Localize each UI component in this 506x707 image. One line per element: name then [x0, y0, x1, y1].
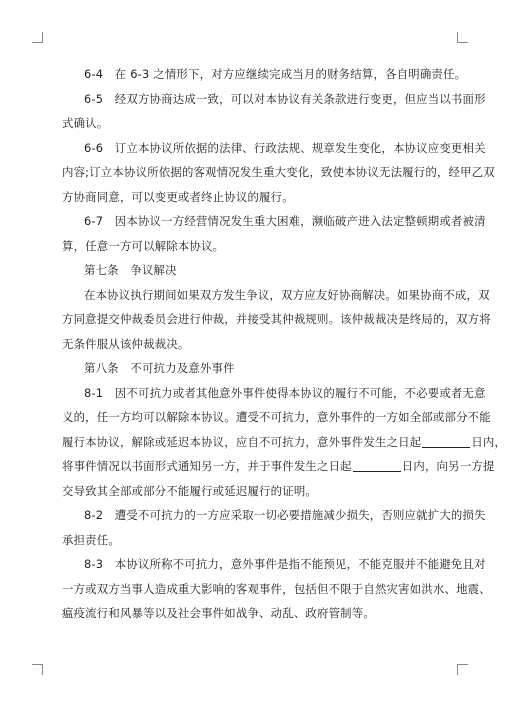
line-text: 式确认。 — [62, 116, 109, 130]
text-line — [62, 258, 442, 283]
crop-mark-top-right — [457, 32, 468, 43]
text-line — [62, 111, 442, 136]
line-text: 8-3 本协议所称不可抗力，意外事件是指不能预见，不能克服并不能避免且对 — [84, 557, 486, 571]
text-line — [62, 381, 486, 406]
line-text: 8-2 遭受不可抗力的一方应采取一切必要措施减少损失，否则应就扩大的损失 — [84, 508, 486, 522]
text-line — [62, 552, 486, 577]
line-text: 将事件情况以书面形式通知另一方，并于事件发生之日起 — [62, 459, 352, 473]
line-text: 方同意提交仲裁委员会进行仲裁，并接受其仲裁规则。该仲裁裁决是终局的，双方将 — [62, 312, 491, 326]
line-text: 内容;订立本协议所依据的客观情况发生重大变化，致使本协议无法履行的，经甲乙双 — [62, 165, 495, 179]
text-line — [62, 356, 442, 381]
line-text: 交导致其全部或部分不能履行或延迟履行的证明。 — [62, 483, 317, 498]
line-text: 6-6 订立本协议所依据的法律、行政法规、规章发生变化，本协议应变更相关 — [84, 140, 486, 155]
line-text: 6-4 在 6-3 之情形下，对方应继续完成当月的财务结算，各自明确责任。 — [84, 67, 467, 81]
text-line — [62, 307, 491, 332]
line-text: 方协商同意，可以变更或者终止协议的履行。 — [62, 189, 294, 204]
text-line — [62, 283, 490, 308]
line-text: 在本协议执行期间如果双方发生争议，双方应友好协商解决。如果协商不成，双 — [84, 287, 490, 302]
line-text: 6-7 因本协议一方经营情况发生重大困难，濒临破产进入法定整顿期或者被清 — [84, 214, 486, 228]
text-line — [62, 405, 491, 430]
line-tail-text: 日内，向另一方提 — [401, 459, 495, 473]
fill-in-blank — [422, 435, 470, 448]
text-line — [62, 185, 442, 210]
line-text: 8-1 因不可抗力或者其他意外事件使得本协议的履行不可能，不必要或者无意 — [84, 385, 486, 400]
crop-mark-bottom-left — [32, 664, 43, 675]
text-line — [62, 454, 495, 479]
text-line — [62, 234, 442, 259]
line-text: 第七条 争议解决 — [84, 263, 177, 277]
line-text: 无条件服从该仲裁裁决。 — [62, 336, 190, 351]
line-text: 一方或双方当事人造成重大影响的客观事件，包括但不限于自然灾害如洪水、地震、 — [62, 581, 491, 596]
text-line — [62, 577, 491, 602]
text-line — [62, 332, 442, 357]
line-text: 6-5 经双方协商达成一致，可以对本协议有关条款进行变更，但应当以书面形 — [84, 91, 486, 106]
text-line — [62, 87, 486, 112]
line-text: 算，任意一方可以解除本协议。 — [62, 238, 225, 253]
crop-mark-bottom-right — [457, 664, 468, 675]
text-line — [62, 479, 442, 504]
fill-in-blank — [353, 459, 401, 472]
line-text: 义的，任一方均可以解除本协议。遭受不可抗力，意外事件的一方如全部或部分不能 — [62, 410, 491, 424]
text-line — [62, 430, 506, 455]
line-tail-text: 日内， — [471, 434, 506, 449]
text-line — [62, 62, 467, 87]
text-line — [62, 528, 442, 553]
text-line — [62, 209, 486, 234]
text-line — [62, 503, 486, 528]
document-body — [62, 62, 506, 626]
text-line — [62, 160, 495, 185]
line-text: 履行本协议，解除或延迟本协议，应自不可抗力，意外事件发生之日起 — [62, 434, 422, 449]
line-text: 第八条 不可抗力及意外事件 — [84, 361, 235, 375]
text-line — [62, 136, 486, 161]
line-text: 瘟疫流行和风暴等以及社会事件如战争、动乱、政府管制等。 — [62, 606, 375, 620]
crop-mark-top-left — [32, 32, 43, 43]
text-line — [62, 601, 442, 626]
line-text: 承担责任。 — [62, 532, 120, 547]
